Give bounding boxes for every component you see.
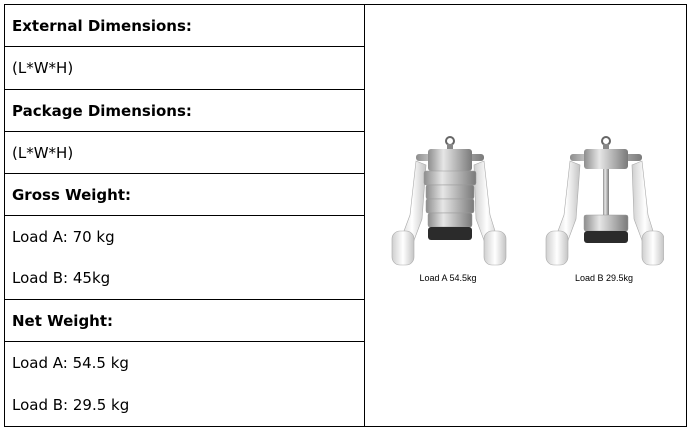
net-weight-load-a: Load A: 54.5 kg [12, 354, 129, 372]
external-dimensions-label: External Dimensions: [5, 5, 365, 47]
package-dimensions-label: Package Dimensions: [5, 90, 365, 132]
gross-weight-load-b: Load B: 45kg [12, 269, 111, 288]
net-weight-load-b: Load B: 29.5 kg [12, 396, 130, 414]
external-dimensions-value: (L*W*H) [5, 47, 365, 90]
gross-weight-label: Gross Weight: [5, 174, 365, 216]
load-a-figure [388, 135, 508, 283]
package-dimensions-value: (L*W*H) [5, 132, 365, 174]
load-b-image [544, 135, 664, 271]
net-weight-label: Net Weight: [5, 300, 365, 342]
product-image-cell [365, 5, 687, 427]
spec-table [4, 4, 687, 427]
net-weight-values [5, 342, 365, 427]
gross-weight-values [5, 216, 365, 300]
gross-weight-load-a: Load A: 70 kg [12, 227, 115, 246]
load-a-image [388, 135, 508, 271]
load-a-caption: Load A 54.5kg [419, 273, 477, 283]
load-b-caption: Load B 29.5kg [574, 273, 634, 283]
load-b-figure [544, 135, 664, 283]
